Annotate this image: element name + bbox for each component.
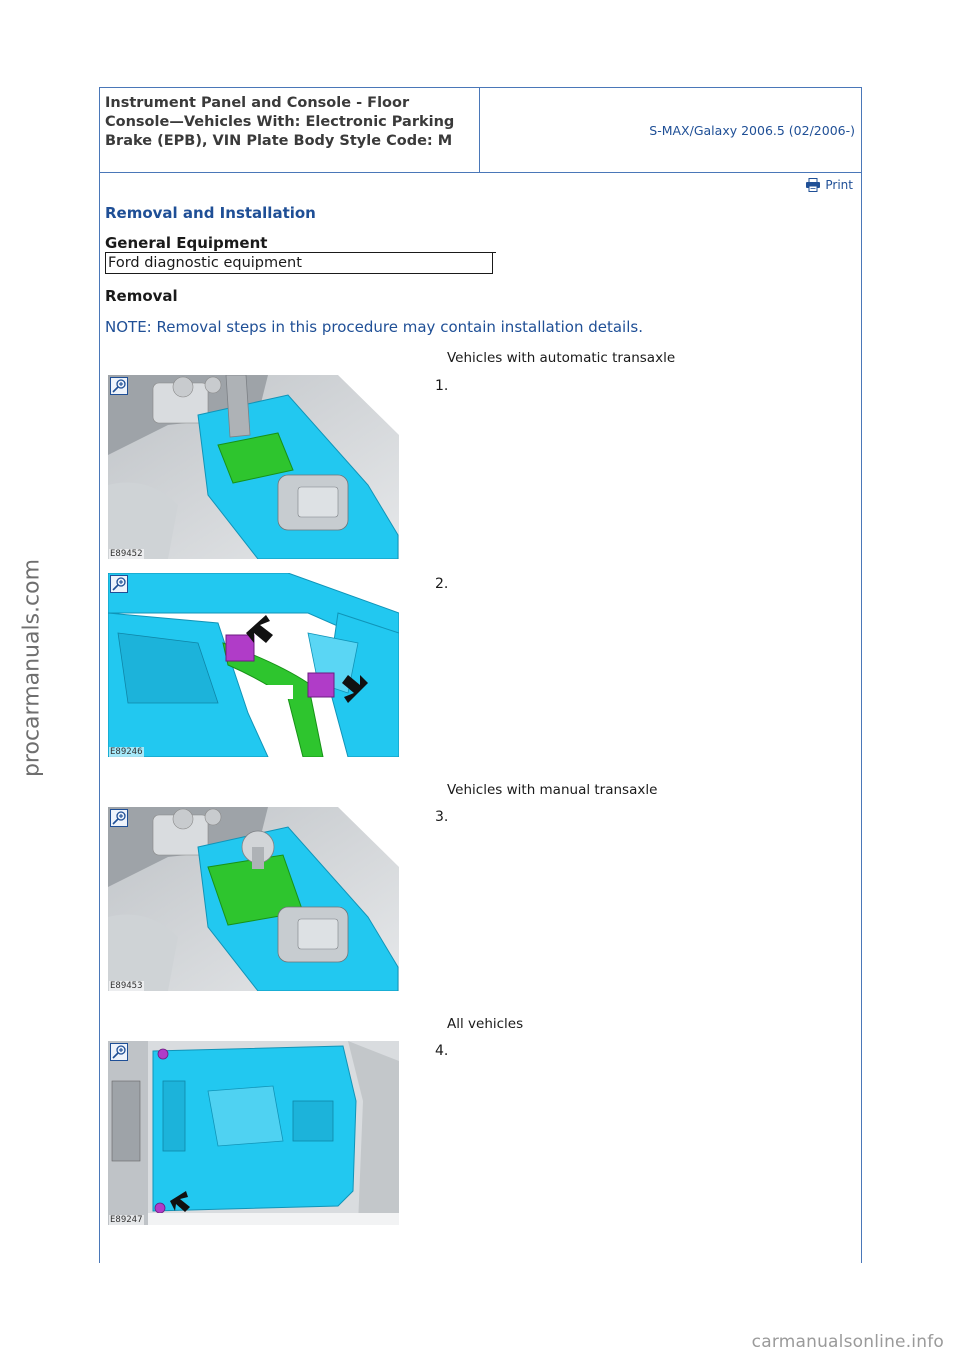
document-header bbox=[100, 88, 861, 173]
step-group-automatic: Vehicles with automatic transaxle bbox=[447, 350, 676, 366]
step-figure[interactable] bbox=[108, 375, 399, 559]
step-number: 3. bbox=[435, 809, 449, 825]
step-number: 1. bbox=[435, 378, 449, 394]
zoom-in-icon[interactable] bbox=[110, 1043, 128, 1061]
bottom-watermark: carmanualsonline.info bbox=[751, 1332, 944, 1352]
model-text: S-MAX/Galaxy 2006.5 (02/2006-) bbox=[649, 122, 855, 138]
step-figure[interactable] bbox=[108, 807, 399, 991]
side-watermark bbox=[17, 560, 47, 775]
step-number: 4. bbox=[435, 1043, 449, 1059]
figure-code: E89452 bbox=[110, 549, 143, 559]
step-group-manual: Vehicles with manual transaxle bbox=[447, 782, 658, 798]
step-group-all: All vehicles bbox=[447, 1016, 524, 1032]
step-figure[interactable] bbox=[108, 1041, 399, 1225]
print-button[interactable] bbox=[805, 178, 853, 192]
general-equipment-title: General Equipment bbox=[105, 234, 268, 252]
side-watermark-text: procarmanuals.com bbox=[19, 558, 45, 777]
removal-title: Removal bbox=[105, 287, 178, 305]
section-title: Removal and Installation bbox=[105, 204, 316, 222]
model-label bbox=[480, 88, 855, 172]
figure-code: E89453 bbox=[110, 981, 143, 991]
procedure-note: NOTE: Removal steps in this procedure may contain installation details. bbox=[105, 318, 643, 336]
page-title: Instrument Panel and Console - Floor Console—Vehicles With: Electronic Parking Brake (EPB), VIN Plate Body Style Code: M bbox=[105, 95, 455, 149]
step-number: 2. bbox=[435, 576, 449, 592]
zoom-in-icon[interactable] bbox=[110, 575, 128, 593]
zoom-in-icon[interactable] bbox=[110, 809, 128, 827]
step-figure[interactable] bbox=[108, 573, 399, 757]
equipment-table-row bbox=[105, 253, 493, 274]
page-frame bbox=[99, 87, 862, 1263]
zoom-in-icon[interactable] bbox=[110, 377, 128, 395]
print-label: Print bbox=[825, 178, 853, 192]
printer-icon bbox=[805, 178, 821, 192]
equipment-item: Ford diagnostic equipment bbox=[108, 255, 302, 271]
figure-code: E89246 bbox=[110, 747, 143, 757]
figure-code: E89247 bbox=[110, 1215, 143, 1225]
